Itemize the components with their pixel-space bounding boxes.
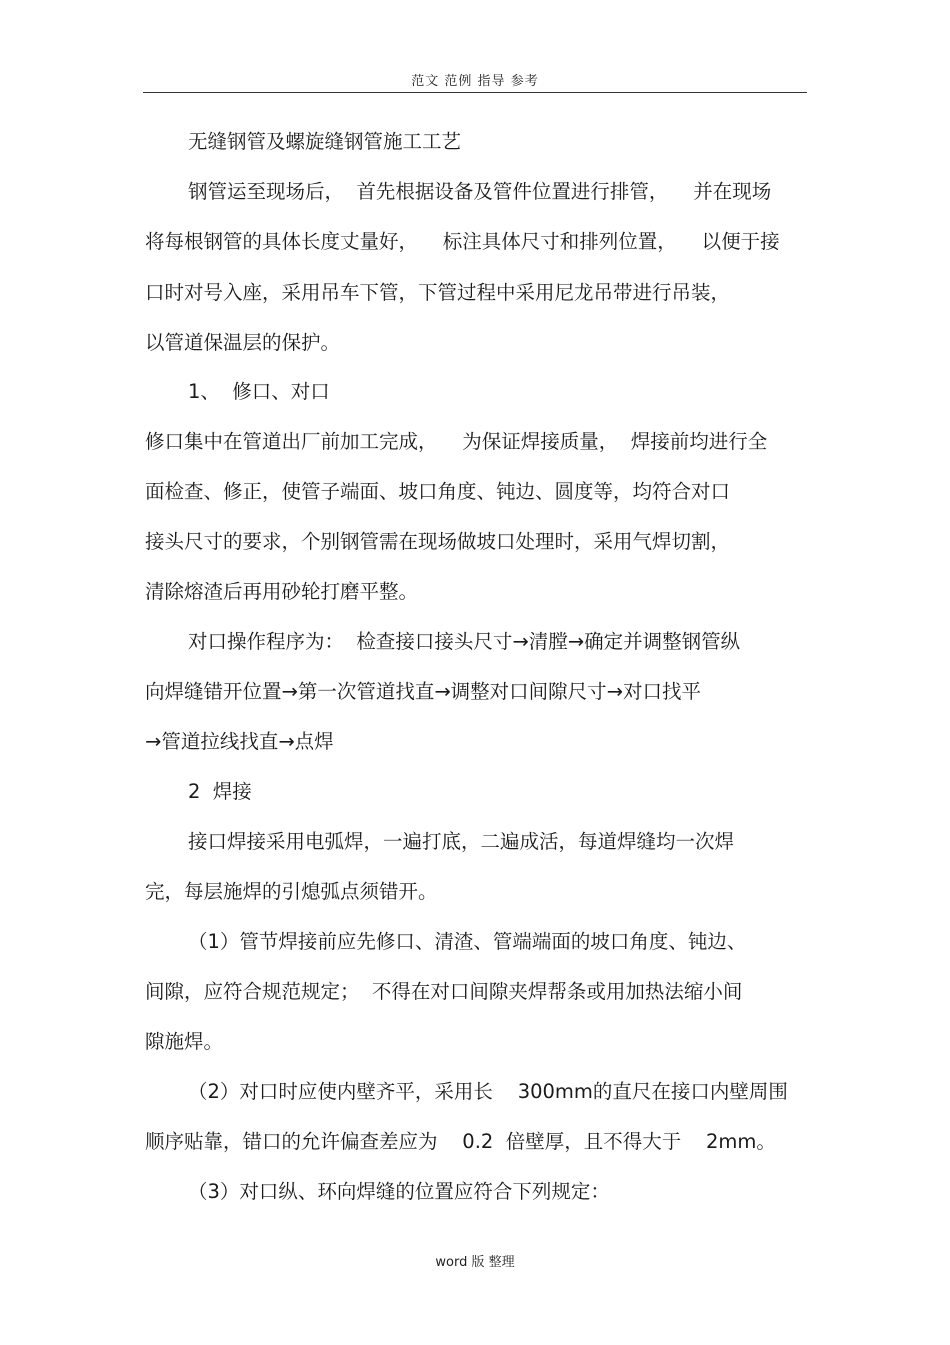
paragraph-line: 以管道保温层的保护。 bbox=[145, 331, 341, 354]
paragraph-line: （1）管节焊接前应先修口、清渣、管端端面的坡口角度、钝边、 bbox=[188, 930, 747, 953]
paragraph-line: 隙施焊。 bbox=[145, 1030, 224, 1053]
paragraph-line: 面检查、修正，使管子端面、坡口角度、钝边、圆度等，均符合对口 bbox=[145, 480, 731, 503]
paragraph-line: 间隙，应符合规范规定； 不得在对口间隙夹焊帮条或用加热法缩小间 bbox=[145, 980, 743, 1003]
document-title: 无缝钢管及螺旋缝钢管施工工艺 bbox=[188, 130, 462, 153]
paragraph-line: 接口焊接采用电弧焊，一遍打底，二遍成活，每道焊缝均一次焊 bbox=[188, 830, 735, 853]
paragraph-line: 口时对号入座，采用吊车下管，下管过程中采用尼龙吊带进行吊装， bbox=[145, 281, 731, 304]
paragraph-line: 对口操作程序为： 检查接口接头尺寸→清膛→确定并调整钢管纵 bbox=[188, 630, 741, 653]
paragraph-line: （2）对口时应使内壁齐平，采用长 300mm的直尺在接口内壁周围 bbox=[188, 1080, 788, 1103]
header-divider bbox=[143, 92, 807, 93]
paragraph-line: 清除熔渣后再用砂轮打磨平整。 bbox=[145, 580, 419, 603]
paragraph-line: 将每根钢管的具体长度丈量好， 标注具体尺寸和排列位置， 以便于接 bbox=[145, 230, 780, 253]
section-heading: 1、 修口、对口 bbox=[188, 380, 330, 403]
paragraph-line: 修口集中在管道出厂前加工完成， 为保证焊接质量， 焊接前均进行全 bbox=[145, 430, 768, 453]
paragraph-line: 向焊缝错开位置→第一次管道找直→调整对口间隙尺寸→对口找平 bbox=[145, 680, 702, 703]
paragraph-line: 顺序贴靠，错口的允许偏查差应为 0.2 倍壁厚，且不得大于 2mm。 bbox=[145, 1130, 776, 1153]
paragraph-line: 接头尺寸的要求，个别钢管需在现场做坡口处理时，采用气焊切割， bbox=[145, 530, 731, 553]
section-heading: 2 焊接 bbox=[188, 780, 252, 803]
paragraph-line: 完，每层施焊的引熄弧点须错开。 bbox=[145, 880, 438, 903]
paragraph-line: 钢管运至现场后， 首先根据设备及管件位置进行排管， 并在现场 bbox=[188, 180, 772, 203]
paragraph-line: （3）对口纵、环向焊缝的位置应符合下列规定： bbox=[188, 1180, 610, 1203]
paragraph-line: →管道拉线找直→点焊 bbox=[145, 730, 334, 753]
header-text: 范文 范例 指导 参考 bbox=[411, 74, 539, 89]
page-footer: word 版 整理 bbox=[435, 1255, 515, 1270]
